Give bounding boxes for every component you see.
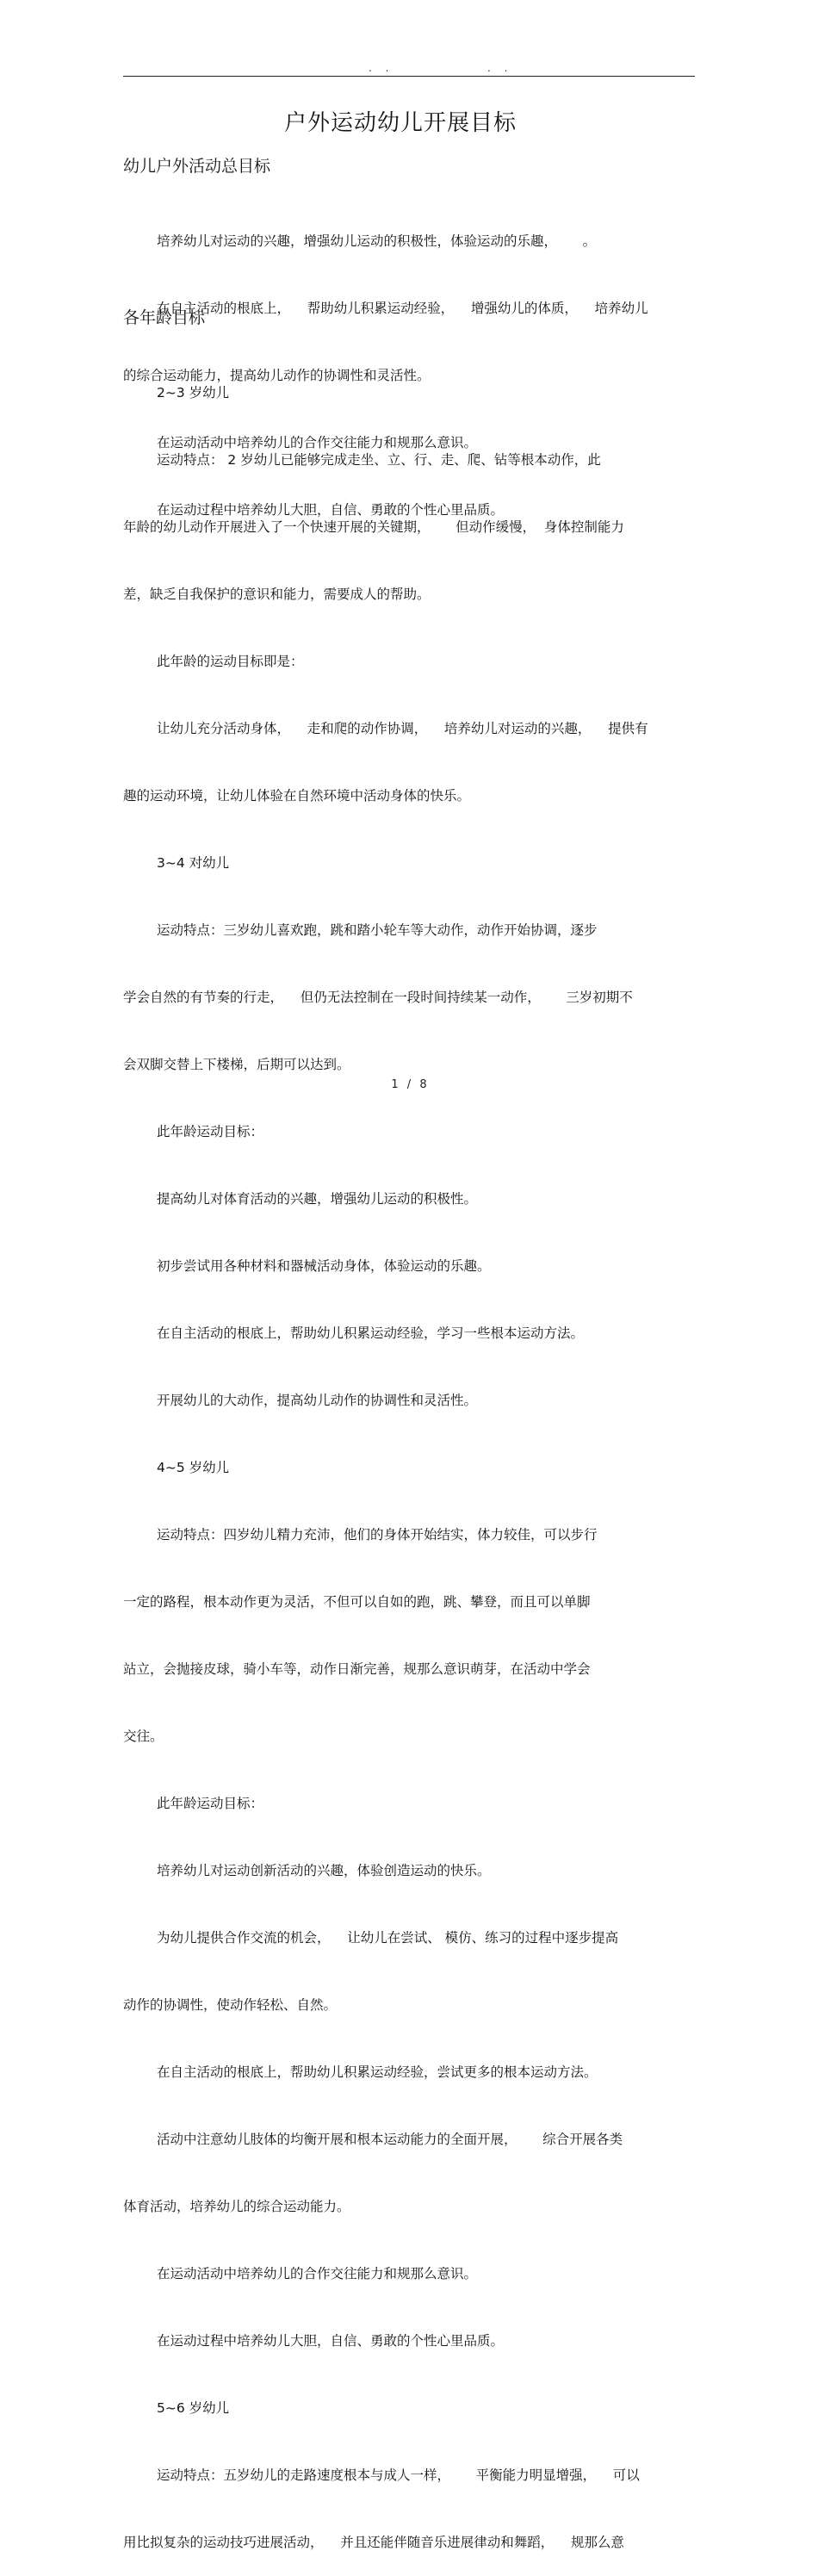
text-line: 在运动过程中培养幼儿大胆，自信、勇敢的个性心里品质。 (157, 502, 505, 518)
text-line: 交往。 (123, 1729, 164, 1744)
text-line: 培养幼儿对运动创新活动的兴趣，体验创造运动的快乐。 (157, 1863, 491, 1878)
text-line: 在自主活动的根底上， 帮助幼儿积累运动经验， 增强幼儿的体质， 培养幼儿 (157, 301, 648, 316)
text-line: 体育活动，培养幼儿的综合运动能力。 (123, 2199, 350, 2214)
text-line: 为幼儿提供合作交流的机会， 让幼儿在尝试、 模仿、练习的过程中逐步提高 (157, 1930, 619, 1946)
text-line: 动作的协调性，使动作轻松、自然。 (123, 1997, 338, 2013)
text-line: 在自主活动的根底上，帮助幼儿积累运动经验，学习一些根本运动方法。 (157, 1325, 585, 1341)
text-line: 的综合运动能力，提高幼儿动作的协调性和灵活性。 (123, 368, 431, 383)
text-line: 运动特点：四岁幼儿精力充沛，他们的身体开始结实，体力较佳，可以步行 (157, 1527, 598, 1542)
text-line: 运动特点： 2 岁幼儿已能够完成走坐、立、行、走、爬、钻等根本动作，此 (157, 452, 601, 468)
text-line: 差，缺乏自我保护的意识和能力，需要成人的帮助。 (123, 587, 431, 602)
text-line: 用比拟复杂的运动技巧进展活动， 并且还能伴随音乐进展律动和舞蹈， 规那么意 (123, 2535, 624, 2550)
text-line: 运动特点：三岁幼儿喜欢跑，跳和踏小轮车等大动作，动作开始协调，逐步 (157, 922, 598, 938)
page-title: 户外运动幼儿开展目标 (283, 110, 517, 136)
text-line: 在自主活动的根底上，帮助幼儿积累运动经验，尝试更多的根本运动方法。 (157, 2064, 598, 2080)
age-group-heading: 2~3 岁幼儿 (157, 385, 230, 400)
text-line: 一定的路程，根本动作更为灵活，不但可以自如的跑，跳、攀登，而且可以单脚 (123, 1594, 591, 1610)
text-line: 此年龄运动目标： (157, 1796, 264, 1811)
text-line: 让幼儿充分活动身体， 走和爬的动作协调， 培养幼儿对运动的兴趣， 提供有 (157, 721, 648, 736)
text-line: 在运动过程中培养幼儿大胆，自信、勇敢的个性心里品质。 (157, 2333, 505, 2349)
header-marks (0, 62, 818, 76)
age-group-heading: 3~4 对幼儿 (157, 855, 230, 871)
text-line: 活动中注意幼儿肢体的均衡开展和根本运动能力的全面开展， 综合开展各类 (157, 2132, 623, 2147)
text-line: 运动特点：五岁幼儿的走路速度根本与成人一样， 平衡能力明显增强， 可以 (157, 2467, 640, 2483)
age-group-heading: 5~6 岁幼儿 (157, 2400, 230, 2416)
header-marks-right: . . (487, 62, 513, 74)
text-line: 年龄的幼儿动作开展进入了一个快速开展的关键期， 但动作缓慢， 身体控制能力 (123, 519, 624, 535)
text-line: 提高幼儿对体育活动的兴趣，增强幼儿运动的积极性。 (157, 1191, 478, 1207)
age-goals-body (123, 337, 695, 2576)
header-marks-left: . . (369, 62, 394, 74)
text-line: 会双脚交替上下楼梯，后期可以达到。 (123, 1057, 350, 1072)
text-line: 此年龄的运动目标即是： (157, 654, 304, 669)
age-group-heading: 4~5 岁幼儿 (157, 1460, 230, 1475)
page-number: 1 / 8 (391, 1078, 427, 1091)
text-line: 在运动活动中培养幼儿的合作交往能力和规那么意识。 (157, 2266, 478, 2281)
section-heading-age-goals: 各年龄目标 (123, 308, 206, 327)
text-line: 培养幼儿对运动的兴趣，增强幼儿运动的积极性，体验运动的乐趣， 。 (157, 233, 597, 249)
text-line: 站立，会抛接皮球，骑小车等，动作日渐完善，规那么意识萌芽，在活动中学会 (123, 1661, 591, 1677)
text-line: 初步尝试用各种材料和器械活动身体，体验运动的乐趣。 (157, 1258, 491, 1274)
header-rule (123, 76, 695, 77)
text-line: 趣的运动环境，让幼儿体验在自然环境中活动身体的快乐。 (123, 788, 471, 804)
section-heading-overall-goals: 幼儿户外活动总目标 (123, 157, 271, 176)
text-line: 在运动活动中培养幼儿的合作交往能力和规那么意识。 (157, 435, 478, 450)
text-line: 学会自然的有节奏的行走， 但仍无法控制在一段时间持续某一动作， 三岁初期不 (123, 990, 633, 1005)
text-line: 此年龄运动目标： (157, 1124, 264, 1139)
text-line: 开展幼儿的大动作，提高幼儿动作的协调性和灵活性。 (157, 1393, 478, 1408)
